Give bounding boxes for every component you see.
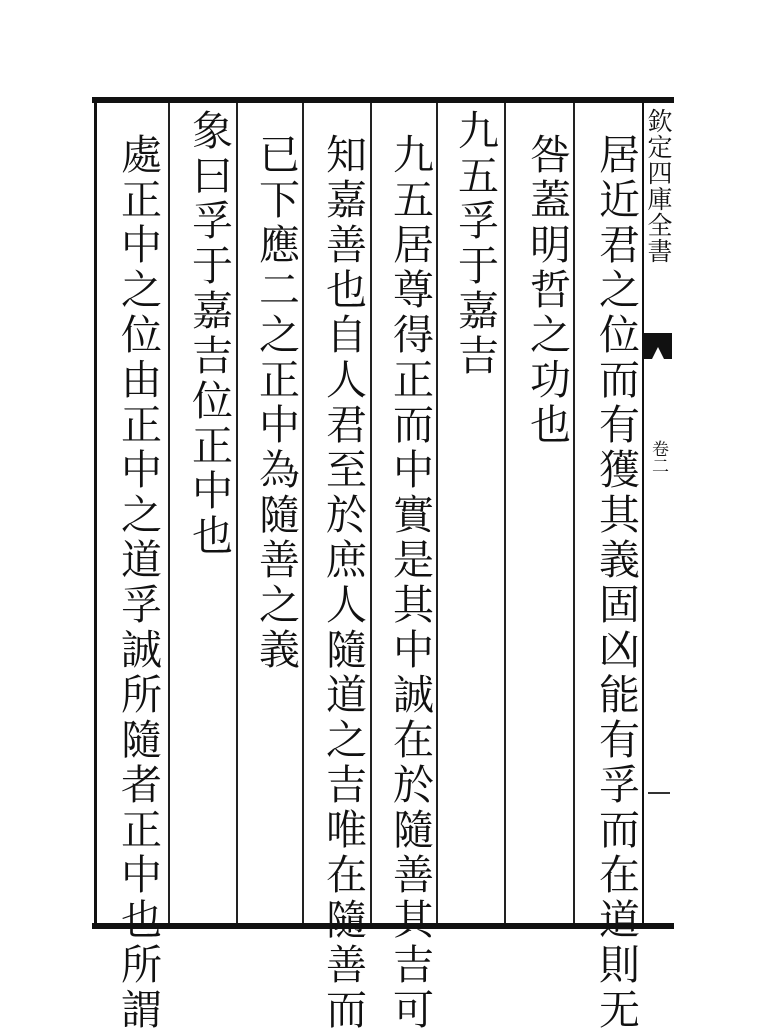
text-column bbox=[239, 103, 302, 923]
column-text: 居近君之位而有獲其義固凶能有孚而在道則无 bbox=[592, 133, 640, 1033]
text-column bbox=[576, 103, 642, 1033]
column-text: 處正中之位由正中之道孚誠所隨者正中也所謂 bbox=[114, 133, 162, 1033]
margin-tick-mark bbox=[648, 792, 670, 794]
column-text: 咎蓋明哲之功也 bbox=[523, 133, 571, 448]
fish-tail-notch bbox=[652, 347, 664, 359]
column-text: 九五居尊得正而中實是其中誠在於隨善其吉可 bbox=[386, 133, 434, 1033]
text-column bbox=[171, 103, 236, 923]
text-column bbox=[439, 103, 504, 923]
text-column bbox=[507, 103, 573, 923]
text-column bbox=[97, 103, 168, 1033]
margin-book-title: 欽定四庫全書 bbox=[644, 108, 673, 264]
text-column bbox=[373, 103, 436, 1033]
column-divider bbox=[504, 103, 506, 923]
column-text: 已下應二之正中為隨善之義 bbox=[252, 133, 300, 673]
column-text: 知嘉善也自人君至於庶人隨道之吉唯在隨善而 bbox=[319, 133, 367, 1033]
column-text: 九五孚于嘉吉 bbox=[451, 109, 499, 379]
text-column bbox=[305, 103, 370, 1033]
margin-volume-label: 卷二 bbox=[648, 440, 668, 474]
column-divider bbox=[168, 103, 170, 923]
column-text: 象曰孚于嘉吉位正中也 bbox=[185, 109, 233, 559]
